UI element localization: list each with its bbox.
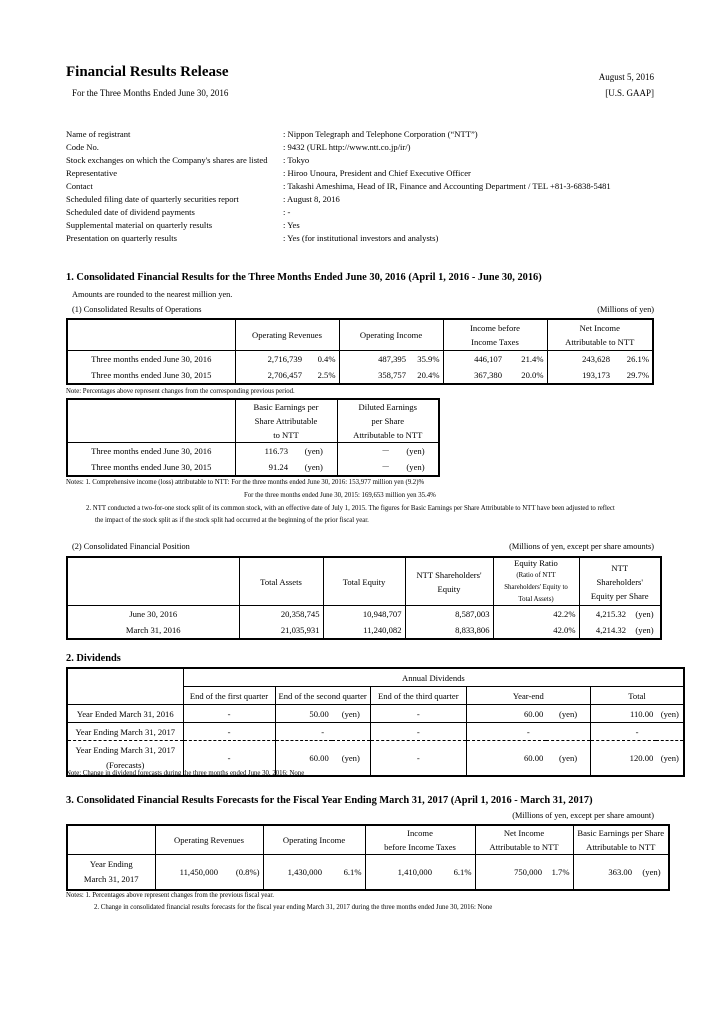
table-cell: -	[183, 705, 275, 723]
table-cell: 60.00	[466, 741, 546, 777]
document-title: Financial Results Release	[66, 64, 229, 80]
header-line: NTT	[611, 562, 629, 573]
table-header-cell	[67, 399, 235, 443]
results-of-operations-heading: (1) Consolidated Results of Operations	[72, 305, 202, 314]
table-cell: 750,000	[475, 855, 545, 891]
table-cell: 358,757	[339, 367, 409, 384]
header-line: Total Assets)	[518, 596, 554, 603]
header-line: Attributable to NTT	[565, 337, 635, 347]
document-subtitle: For the Three Months Ended June 30, 2016	[72, 88, 229, 98]
company-info	[66, 128, 666, 245]
row-label: Three months ended June 30, 2016	[91, 354, 212, 364]
table-header-cell	[67, 687, 183, 705]
table-cell: (yen)	[546, 741, 590, 777]
table-header-cell	[67, 825, 155, 855]
table-cell: (yen)	[406, 462, 425, 472]
table-cell: -	[370, 723, 466, 741]
info-row	[66, 219, 666, 232]
unit-label: (Millions of yen)	[597, 305, 654, 314]
table-cell: (yen)	[304, 446, 323, 456]
header-line: (Ratio of NTT	[516, 572, 556, 579]
row-label-line: March 31, 2017	[83, 874, 139, 884]
info-row	[66, 167, 666, 180]
table-cell: －	[337, 443, 393, 460]
table-cell: 2,716,739	[235, 351, 305, 368]
table-cell: (yen)	[656, 741, 684, 777]
header-line: NTT Shareholders'	[416, 569, 482, 580]
table-header-cell	[579, 557, 661, 606]
row-label-line: Year Ending March 31, 2017	[75, 745, 176, 755]
row-label	[67, 855, 155, 891]
info-value: : 9432 (URL http://www.ntt.co.jp/ir/)	[283, 142, 411, 152]
section3-title: 3. Consolidated Financial Results Forecasts for the Fiscal Year Ending March 31, 2017 (April 1, 2016 - March 31, 2017)	[66, 795, 593, 806]
table-cell: -	[370, 705, 466, 723]
header-line: Basic Earnings per	[253, 402, 319, 412]
table-header-cell	[573, 825, 669, 855]
info-label: Name of registrant	[66, 129, 131, 139]
table-header-cell	[443, 319, 547, 351]
table-row	[67, 705, 684, 723]
header-line: Equity Ratio	[514, 558, 558, 568]
row-label: Three months ended June 30, 2015	[91, 370, 212, 380]
info-row	[66, 193, 666, 206]
info-value: : August 8, 2016	[283, 194, 340, 204]
table-cell: 10,948,707	[323, 606, 405, 623]
table-cell: -	[183, 741, 275, 777]
header-line: Basic Earnings per Share	[577, 828, 665, 838]
table-cell: 2,706,457	[235, 367, 305, 384]
earnings-per-share-table	[66, 398, 440, 477]
table-cell: 487,395	[339, 351, 409, 368]
table-cell: 8,587,003	[405, 606, 493, 623]
info-value: : Yes (for institutional investors and analysts)	[283, 233, 439, 243]
info-label: Scheduled filing date of quarterly securities report	[66, 194, 239, 204]
table-cell: 116.73	[235, 443, 291, 460]
table-header-row	[67, 825, 669, 855]
table-header-row	[67, 319, 653, 351]
header-line: Diluted Earnings	[358, 402, 417, 412]
table-cell: -	[590, 723, 684, 741]
row-label: March 31, 2016	[125, 625, 181, 635]
table-cell: 42.0%	[493, 622, 579, 639]
table-cell: (yen)	[332, 705, 371, 723]
section1-title: 1. Consolidated Financial Results for the Three Months Ended June 30, 2016 (April 1, 2016 - June 30, 2016)	[66, 272, 542, 283]
table-cell: 1,430,000	[263, 855, 325, 891]
header-line: Shareholders'	[596, 576, 643, 587]
unit-label: (Millions of yen, except per share amount)	[512, 811, 654, 820]
table-cell: (yen)	[656, 705, 684, 723]
dividends-table	[66, 667, 685, 777]
table-header-row	[67, 399, 439, 443]
table-header-cell: Operating Income	[263, 825, 365, 855]
header-line: to NTT	[273, 430, 299, 440]
table-cell: 110.00	[590, 705, 656, 723]
table-cell: 1.7%	[551, 866, 570, 877]
table-cell: 4,214.32	[579, 622, 629, 639]
info-row	[66, 128, 666, 141]
header-line: Income before	[470, 323, 520, 333]
table-header-cell	[475, 825, 573, 855]
header-line: Income Taxes	[471, 337, 519, 347]
info-row	[66, 154, 666, 167]
table-cell: 50.00	[275, 705, 332, 723]
table-header-cell	[547, 319, 653, 351]
dividends-note: Note: Change in dividend forecasts during the three months ended June 30, 2016: None	[66, 770, 305, 777]
table-cell: -	[466, 723, 590, 741]
forecast-note: 2. Change in consolidated financial results forecasts for the fiscal year ending March 31, 2017 during the three months ended June 30, 2016: None	[94, 904, 493, 911]
info-label: Code No.	[66, 142, 99, 152]
rounding-note: Amounts are rounded to the nearest million yen.	[72, 290, 233, 299]
table-header-cell	[405, 557, 493, 606]
table-cell: (yen)	[635, 609, 654, 619]
table-header-cell	[493, 557, 579, 606]
table-header-cell: End of the first quarter	[183, 687, 275, 705]
table-cell: 1,410,000	[365, 855, 435, 891]
table-cell: 11,240,082	[323, 622, 405, 639]
info-label: Contact	[66, 181, 93, 191]
table-row	[67, 723, 684, 741]
table-cell: 367,380	[443, 367, 505, 384]
table-cell: 29.7%	[626, 370, 649, 380]
table-cell: 446,107	[443, 351, 505, 368]
table-cell: 8,833,806	[405, 622, 493, 639]
row-label: June 30, 2016	[129, 609, 178, 619]
info-label: Presentation on quarterly results	[66, 233, 177, 243]
table-cell: 21,035,931	[239, 622, 323, 639]
table-cell: 21.4%	[521, 354, 544, 364]
table-cell: 11,450,000	[155, 855, 221, 891]
info-value: : -	[283, 207, 291, 217]
table-header-cell: End of the third quarter	[370, 687, 466, 705]
table-cell: 6.1%	[343, 866, 362, 877]
table-header-cell: Operating Revenues	[235, 319, 339, 351]
table-row	[67, 622, 661, 639]
table-header-row	[67, 687, 684, 705]
table-header-cell: Operating Income	[339, 319, 443, 351]
table-cell: 60.00	[466, 705, 546, 723]
header-line: per Share	[371, 416, 405, 426]
table-cell: 120.00	[590, 741, 656, 777]
results-of-operations-table	[66, 318, 654, 385]
header-line: Income	[407, 828, 433, 838]
table-row	[67, 443, 439, 460]
table-cell: 91.24	[235, 459, 291, 476]
info-label: Stock exchanges on which the Company's shares are listed	[66, 155, 268, 165]
header-line: Equity	[437, 583, 461, 594]
financial-position-heading: (2) Consolidated Financial Position	[72, 542, 190, 551]
info-value: : Yes	[283, 220, 300, 230]
table-cell: 193,173	[547, 367, 613, 384]
table-header-row	[67, 557, 661, 606]
table-cell: -	[275, 723, 370, 741]
row-label-line: Year Ending	[89, 859, 133, 869]
table-header-cell: Year-end	[466, 687, 590, 705]
table-cell: 42.2%	[493, 606, 579, 623]
header-line: Attributable to NTT	[586, 842, 656, 852]
info-row	[66, 180, 666, 193]
table-cell: -	[370, 741, 466, 777]
table-cell: 6.1%	[453, 866, 472, 877]
table-row	[67, 459, 439, 476]
section2-title: 2. Dividends	[66, 653, 121, 664]
table-cell: (yen)	[332, 741, 371, 777]
note-line: 2. NTT conducted a two-for-one stock split of its common stock, with an effective date of July 1, 2015. The figures for Basic Earnings per Share Attributable to NTT have been adjusted to reflect	[86, 505, 615, 512]
note-line: For the three months ended June 30, 2015: 169,653 million yen 35.4%	[244, 492, 436, 499]
table-cell: 20,358,745	[239, 606, 323, 623]
table-cell: 35.9%	[417, 354, 440, 364]
header-line: Attributable to NTT	[353, 430, 423, 440]
header-line: Attributable to NTT	[489, 842, 559, 852]
unit-label: (Millions of yen, except per share amounts)	[509, 542, 654, 551]
info-value: : Nippon Telegraph and Telephone Corporation (“NTT”)	[283, 129, 478, 139]
release-date: August 5, 2016	[598, 72, 654, 82]
note-line: the impact of the stock split as if the stock split had occurred at the beginning of the prior fiscal year.	[95, 517, 369, 524]
info-label: Representative	[66, 168, 118, 178]
table-cell: 243,628	[547, 351, 613, 368]
forecast-note: Notes: 1. Percentages above represent changes from the previous fiscal year.	[66, 892, 274, 899]
table-cell: (yen)	[546, 705, 590, 723]
table-cell: 363.00	[573, 855, 635, 891]
table-cell: (yen)	[642, 866, 661, 877]
note-line: Notes: 1. Comprehensive income (loss) attributable to NTT: For the three months ended June 30, 2016: 153,977 million yen (9.2)%	[66, 479, 425, 486]
table-header-cell	[365, 825, 475, 855]
row-label: Three months ended June 30, 2016	[91, 446, 212, 456]
header-line: Net Income	[579, 323, 620, 333]
info-label: Scheduled date of dividend payments	[66, 207, 195, 217]
table-header-cell: Operating Revenues	[155, 825, 263, 855]
table-cell: 26.1%	[626, 354, 649, 364]
row-label: Year Ending March 31, 2017	[67, 723, 183, 741]
header-line: Equity per Share	[590, 590, 649, 601]
financial-position-table	[66, 556, 662, 640]
header-line: Net Income	[503, 828, 545, 838]
table-cell: (yen)	[406, 446, 425, 456]
info-label: Supplemental material on quarterly results	[66, 220, 213, 230]
info-row	[66, 206, 666, 219]
table-header-cell: End of the second quarter	[275, 687, 370, 705]
table-cell: 60.00	[275, 741, 332, 777]
table-cell: 20.4%	[417, 370, 440, 380]
table-cell: 0.4%	[317, 354, 336, 364]
table-row	[67, 351, 653, 368]
table-cell: －	[337, 459, 393, 476]
table-header-cell: Total Equity	[323, 557, 405, 606]
table-header-cell	[67, 319, 235, 351]
table-row	[67, 367, 653, 384]
info-value: : Takashi Ameshima, Head of IR, Finance and Accounting Department / TEL +81-3-6838-5481	[283, 181, 611, 191]
operations-note: Note: Percentages above represent changes from the corresponding previous period.	[66, 388, 295, 395]
table-header-cell: Annual Dividends	[183, 668, 684, 687]
info-row	[66, 232, 666, 245]
table-header-cell: Total Assets	[239, 557, 323, 606]
row-label: Three months ended June 30, 2015	[91, 462, 212, 472]
gaap-label: [U.S. GAAP]	[605, 88, 654, 98]
info-value: : Hiroo Unoura, President and Chief Executive Officer	[283, 168, 471, 178]
table-header-row	[67, 668, 684, 687]
info-value: : Tokyo	[283, 155, 310, 165]
header-line: Share Attributable	[254, 416, 318, 426]
table-cell: -	[183, 723, 275, 741]
row-label: Year Ended March 31, 2016	[67, 705, 183, 723]
table-cell: 4,215.32	[579, 606, 629, 623]
info-row	[66, 141, 666, 154]
forecast-table	[66, 824, 670, 891]
table-header-cell	[67, 557, 239, 606]
table-cell: (yen)	[635, 625, 654, 635]
table-cell: (0.8%)	[235, 866, 260, 877]
table-row	[67, 606, 661, 623]
table-cell: 20.0%	[521, 370, 544, 380]
table-cell: (yen)	[304, 462, 323, 472]
header-line: before Income Taxes	[384, 842, 456, 852]
table-header-cell	[67, 668, 183, 687]
table-cell: 2.5%	[317, 370, 336, 380]
table-row	[67, 855, 669, 891]
table-header-cell: Total	[590, 687, 684, 705]
header-line: Shareholders' Equity to	[504, 584, 568, 591]
row-label-line: (Forecasts)	[106, 760, 145, 770]
table-header-cell	[337, 399, 439, 443]
table-header-cell	[235, 399, 337, 443]
